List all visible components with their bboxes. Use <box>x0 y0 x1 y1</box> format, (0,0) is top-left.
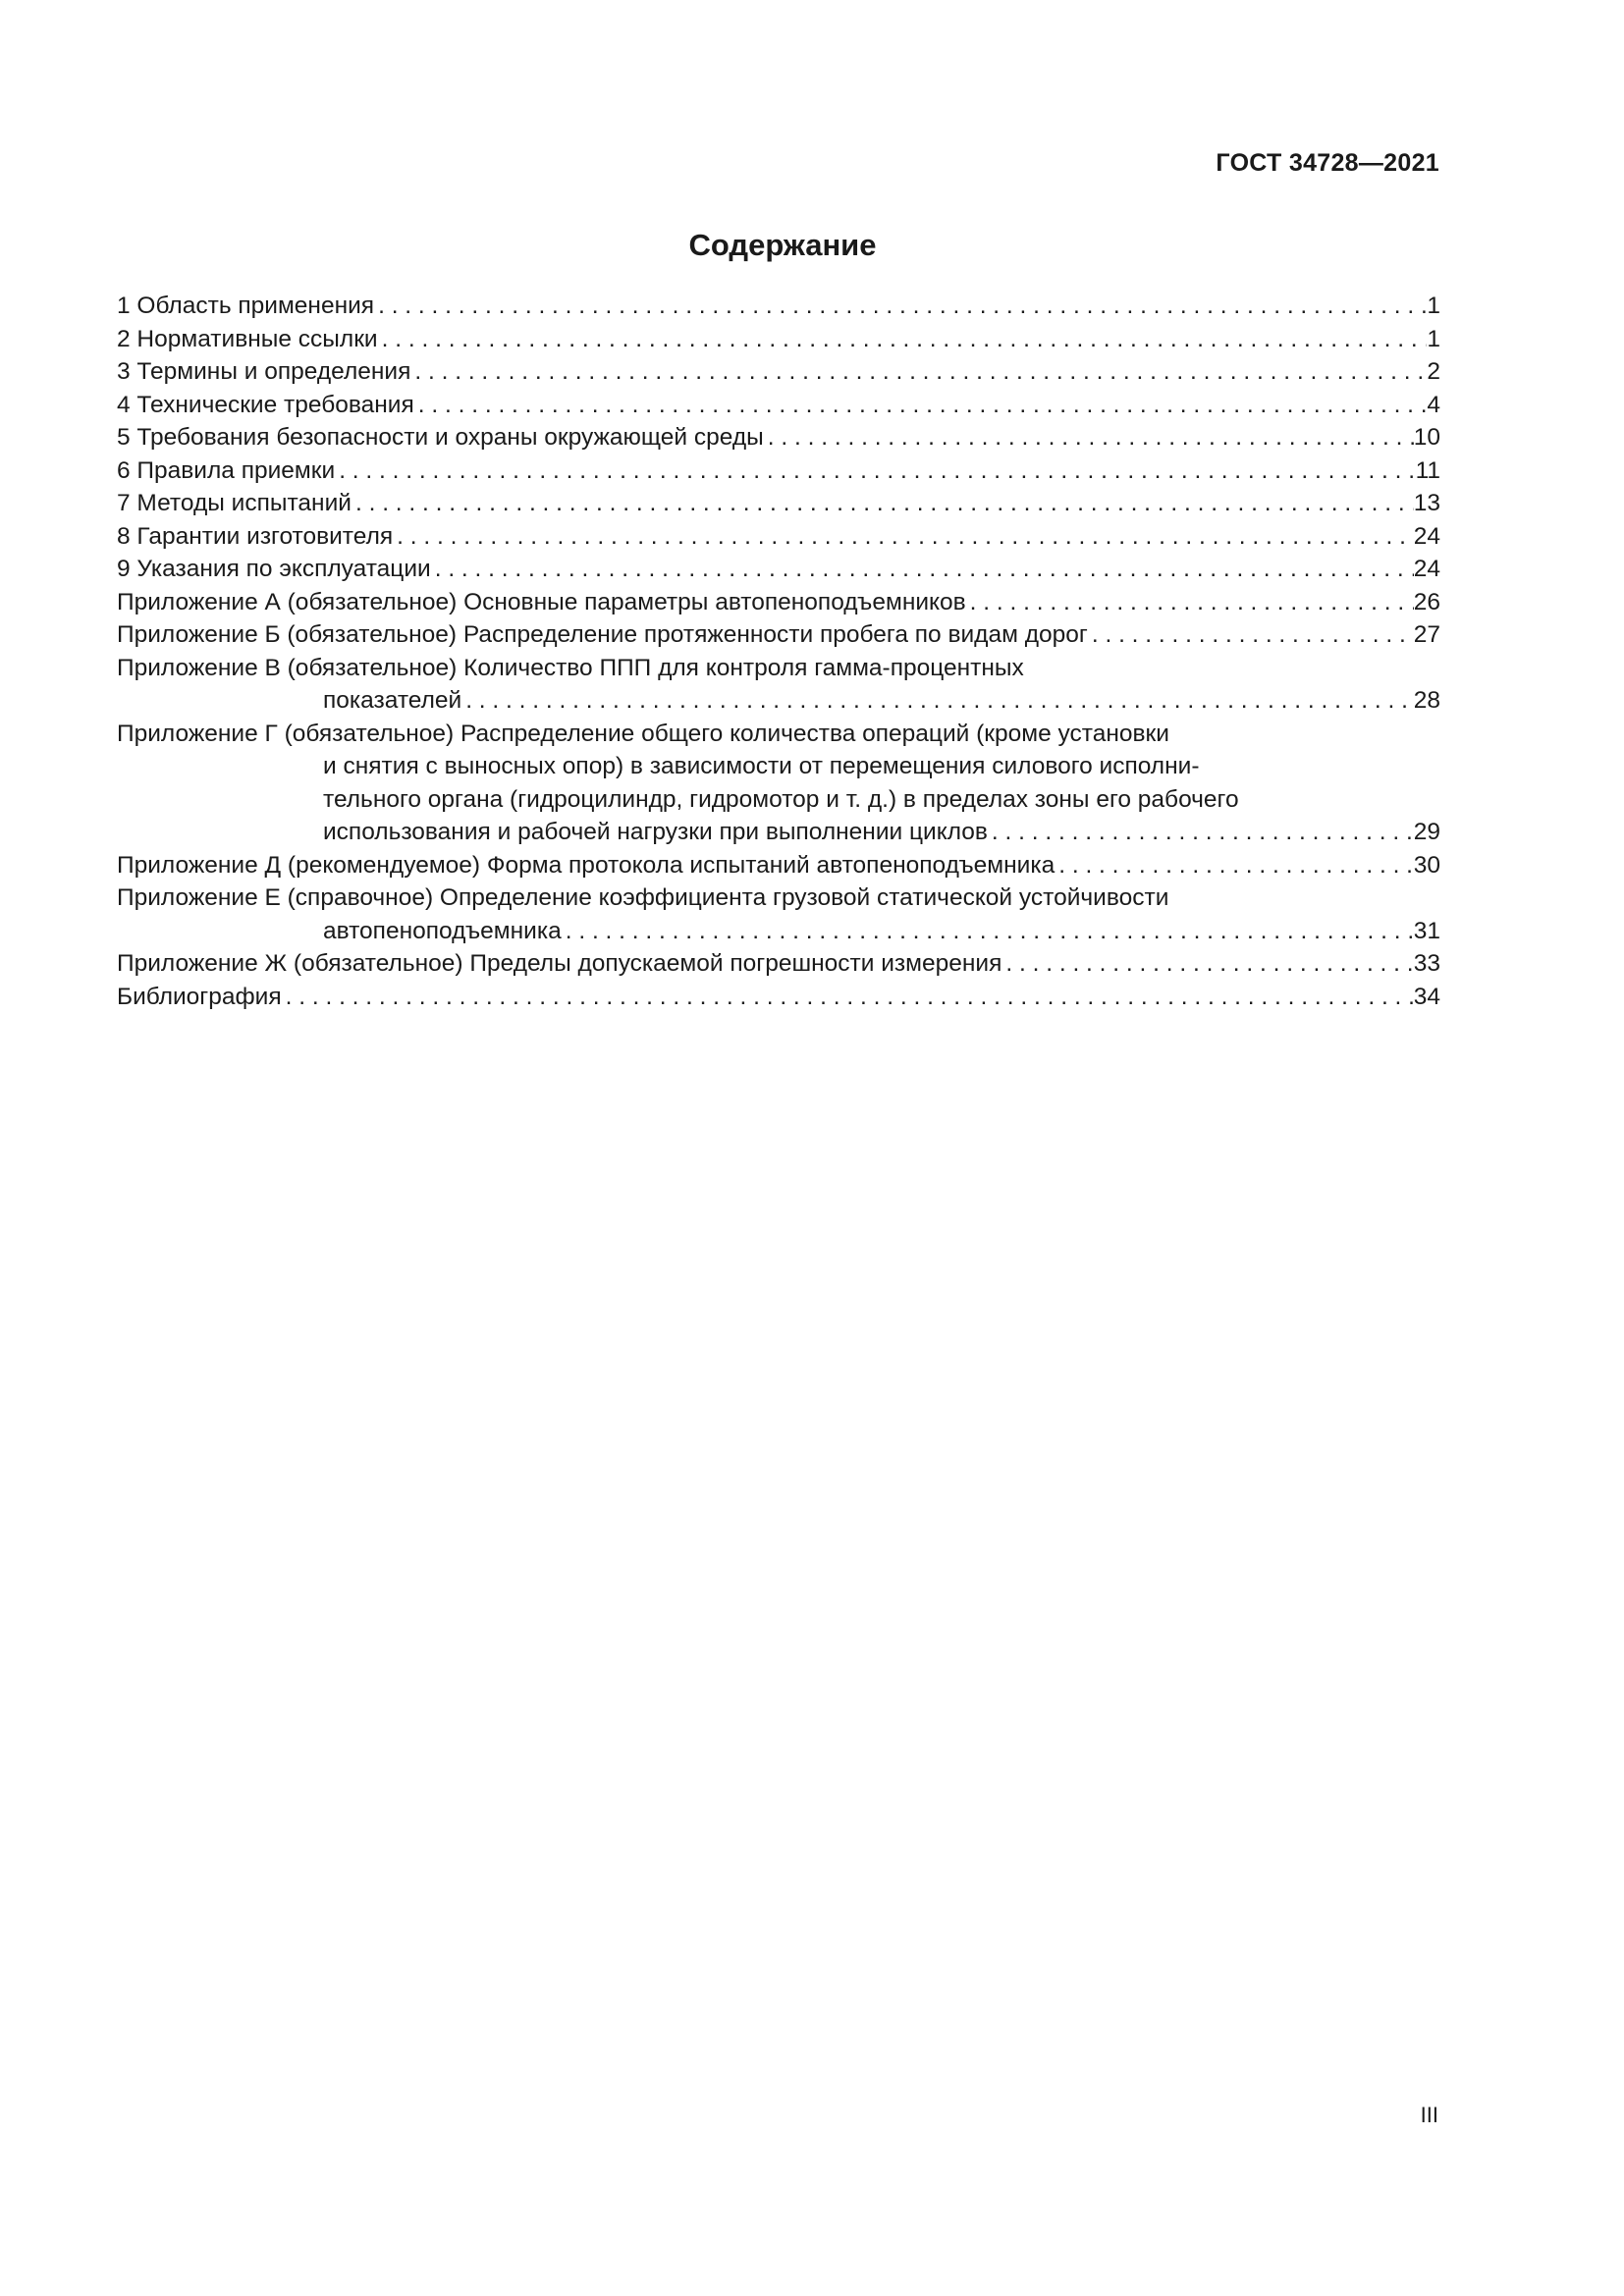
toc-entry-title: 8 Гарантии изготовителя <box>117 522 394 550</box>
toc-entry-line: Приложение Г (обязательное) Распределение общего количества операций (кроме установки <box>117 720 1169 747</box>
toc-entry-page: 11 <box>1415 456 1440 484</box>
toc-entry-line: тельного органа (гидроцилиндр, гидромотор и т. д.) в пределах зоны его рабочего <box>323 785 1239 813</box>
toc-entry-page: 24 <box>1413 522 1440 550</box>
toc-entry[interactable] <box>117 553 1440 586</box>
toc-entry[interactable] <box>117 849 1440 882</box>
toc-entry-page: 34 <box>1413 983 1440 1010</box>
toc-entry-line: Приложение Е (справочное) Определение коэффициента грузовой статической устойчивости <box>117 884 1169 911</box>
toc-entry[interactable] <box>117 586 1440 619</box>
toc-entry-title: 2 Нормативные ссылки <box>117 325 378 352</box>
toc-entry[interactable] <box>117 520 1440 554</box>
toc-entry[interactable] <box>117 652 1440 718</box>
toc-entry-title: автопеноподъемника <box>323 917 562 944</box>
document-code: ГОСТ 34728—2021 <box>1216 149 1439 177</box>
toc-entry-page: 24 <box>1413 556 1440 582</box>
dot-leader <box>410 355 1427 389</box>
toc-entry[interactable] <box>117 981 1440 1014</box>
toc-entry-page: 4 <box>1427 391 1440 418</box>
toc-entry-title: Библиография <box>117 983 282 1010</box>
toc-entry-title: 5 Требования безопасности и охраны окружающей среды <box>117 424 764 451</box>
toc-title: Содержание <box>688 228 877 262</box>
toc-entry-title: Приложение Д (рекомендуемое) Форма протокола испытаний автопеноподъемника <box>117 851 1056 879</box>
toc-entry[interactable] <box>117 881 1440 947</box>
toc-entry-title: 4 Технические требования <box>117 391 414 418</box>
toc-entry-page: 13 <box>1413 490 1440 516</box>
dot-leader <box>764 421 1414 454</box>
toc-entry-line: и снятия с выносных опор) в зависимости от перемещения силового исполни- <box>323 753 1200 779</box>
dot-leader <box>374 290 1427 323</box>
toc-entry-page: 31 <box>1413 917 1440 944</box>
toc-entry-title: Приложение Ж (обязательное) Пределы допускаемой погрешности измерения <box>117 950 1002 977</box>
toc-entry-title: 3 Термины и определения <box>117 358 411 385</box>
dot-leader <box>1055 849 1414 882</box>
toc-entry[interactable] <box>117 718 1440 849</box>
toc-entry[interactable] <box>117 421 1440 454</box>
toc-entry-page: 1 <box>1427 325 1440 352</box>
page-number: III <box>1420 2103 1438 2127</box>
toc-entry-title: 1 Область применения <box>117 293 375 319</box>
toc-entry-title: показателей <box>323 687 462 714</box>
dot-leader <box>352 487 1414 520</box>
dot-leader <box>414 389 1428 422</box>
dot-leader <box>335 454 1415 488</box>
dot-leader <box>461 684 1414 718</box>
toc-entry-title: 7 Методы испытаний <box>117 490 352 516</box>
dot-leader <box>393 520 1414 554</box>
table-of-contents <box>117 290 1440 1013</box>
toc-entry-page: 1 <box>1427 293 1440 319</box>
toc-entry-title: 9 Указания по эксплуатации <box>117 556 431 582</box>
toc-entry-title: Приложение Б (обязательное) Распределение протяженности пробега по видам дорог <box>117 621 1088 648</box>
dot-leader <box>1088 618 1414 652</box>
toc-entry[interactable] <box>117 355 1440 389</box>
toc-entry-page: 33 <box>1413 950 1440 977</box>
toc-entry[interactable] <box>117 290 1440 323</box>
toc-entry[interactable] <box>117 618 1440 652</box>
toc-entry-page: 10 <box>1413 424 1440 451</box>
dot-leader <box>988 816 1414 849</box>
dot-leader <box>966 586 1414 619</box>
toc-entry[interactable] <box>117 389 1440 422</box>
dot-leader <box>378 323 1428 356</box>
dot-leader <box>1001 947 1413 981</box>
toc-entry-page: 28 <box>1413 687 1440 714</box>
toc-entry-page: 27 <box>1413 621 1440 648</box>
toc-entry-page: 30 <box>1413 851 1440 879</box>
dot-leader <box>431 553 1414 586</box>
toc-entry-page: 29 <box>1413 819 1440 845</box>
toc-entry-title: 6 Правила приемки <box>117 456 336 484</box>
toc-entry-title: Приложение А (обязательное) Основные параметры автопеноподъемников <box>117 588 966 615</box>
toc-entry-line: Приложение В (обязательное) Количество ППП для контроля гамма-процентных <box>117 654 1024 681</box>
toc-entry[interactable] <box>117 454 1440 488</box>
dot-leader <box>282 981 1414 1014</box>
toc-entry[interactable] <box>117 323 1440 356</box>
toc-entry[interactable] <box>117 947 1440 981</box>
toc-entry-page: 26 <box>1413 588 1440 615</box>
toc-entry-page: 2 <box>1427 358 1440 385</box>
toc-entry[interactable] <box>117 487 1440 520</box>
dot-leader <box>562 915 1414 948</box>
toc-entry-title: использования и рабочей нагрузки при выполнении циклов <box>323 819 988 845</box>
